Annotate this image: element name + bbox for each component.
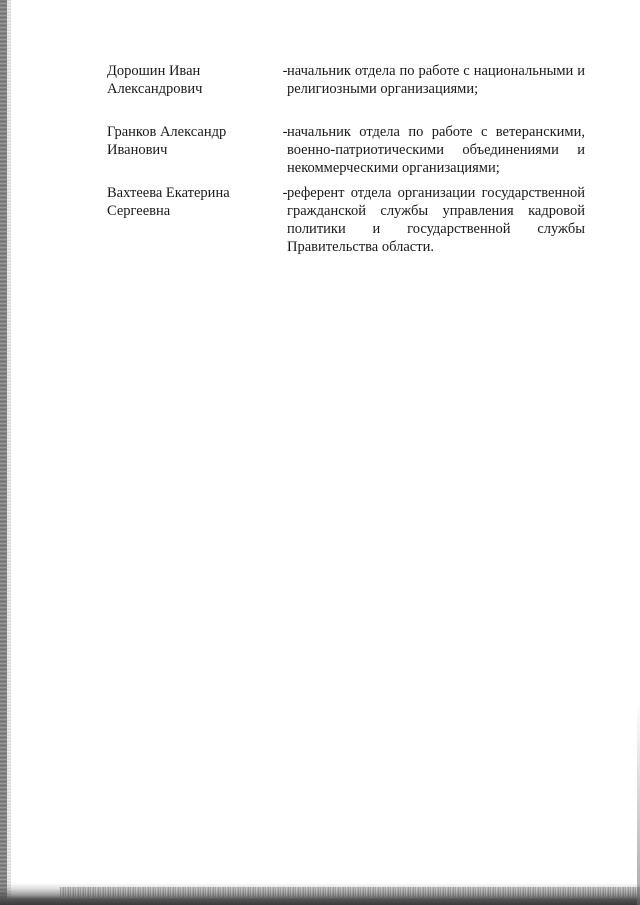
person-name: Дорошин Иван Александрович bbox=[107, 63, 203, 97]
position-description: начальник отдела по работе с национальными и религиозными организациями; bbox=[287, 63, 585, 97]
person-name: Вахтеева Екатерина Сергеевна bbox=[107, 185, 230, 219]
entry-dash: - bbox=[282, 63, 288, 79]
scan-edge-left-shadow bbox=[7, 0, 11, 905]
scan-edge-left bbox=[0, 0, 7, 905]
position-description: начальник отдела по работе с ветеранскими, военно-патриотическими объединениями и некоммерческими организациями; bbox=[287, 124, 585, 176]
position-description: референт отдела организации государственной гражданской службы управления кадровой политики и государственной службы Правительства области. bbox=[287, 185, 585, 255]
entry-dash: - bbox=[282, 185, 288, 201]
person-name: Гранков Александр Иванович bbox=[107, 124, 227, 158]
entry-dash: - bbox=[282, 124, 288, 140]
scan-edge-bottom-grain bbox=[60, 887, 640, 897]
